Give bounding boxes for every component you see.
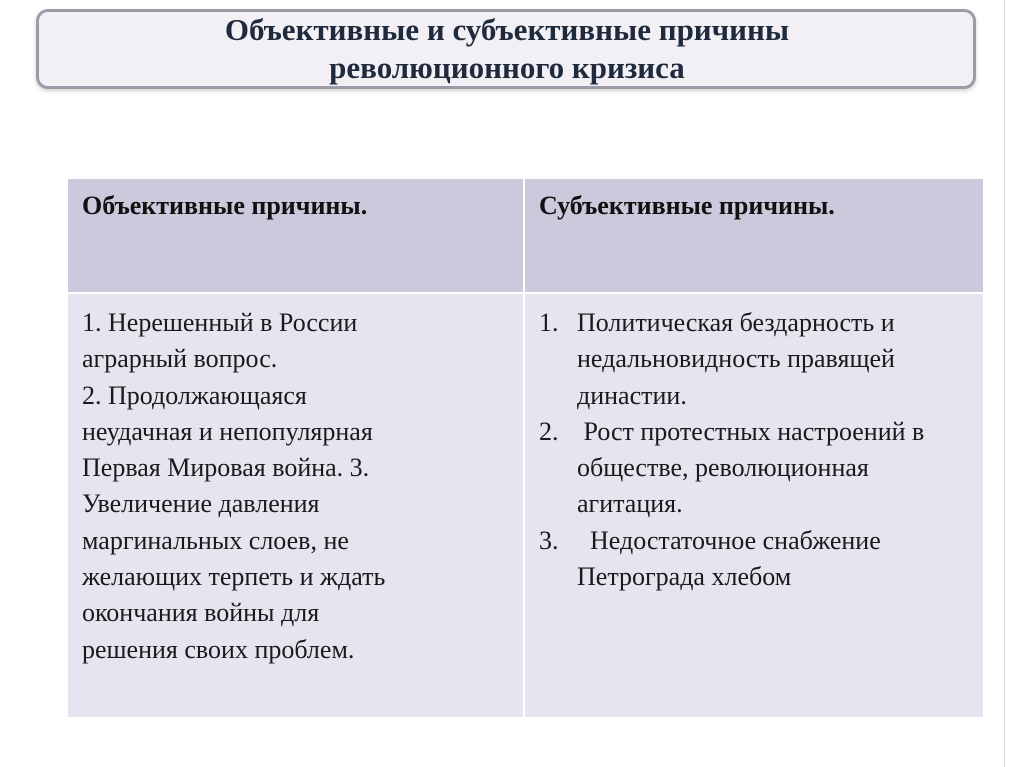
list-item: [539, 414, 973, 523]
list-item-number: 1.: [539, 308, 559, 337]
list-item: [539, 305, 973, 414]
table-header-row: [68, 179, 983, 293]
list-item-number: 3.: [539, 525, 559, 555]
slide-right-edge-line: [1004, 0, 1005, 767]
table-row: [68, 293, 983, 717]
objective-cell: [68, 293, 524, 717]
subjective-reasons-list: [539, 305, 973, 595]
list-item-number: 2.: [539, 416, 559, 446]
list-item-text: Политическая бездарность и недальновидность правящей династии.: [577, 308, 895, 410]
header-subjective: Субъективные причины.: [524, 179, 983, 293]
header-objective: Объективные причины.: [68, 179, 524, 293]
list-item: [539, 523, 973, 596]
list-item-text: Рост протестных настроений в обществе, революционная агитация.: [577, 416, 931, 519]
title-box: [36, 9, 976, 89]
reasons-table: [68, 179, 983, 717]
list-item-text: Недостаточное снабжение Петрограда хлебом: [577, 525, 888, 592]
objective-reasons-text: 1. Нерешенный в России аграрный вопрос. 2. Продолжающаяся неудачная и непопулярная Первая Мировая война. 3. Увеличение давления маргинальных слоев, не желающих терпеть и ждать окончания войны для решения своих проблем.: [82, 308, 386, 664]
slide-title: Объективные и субъективные причины революционного кризиса: [224, 12, 790, 85]
subjective-cell: [524, 293, 983, 717]
